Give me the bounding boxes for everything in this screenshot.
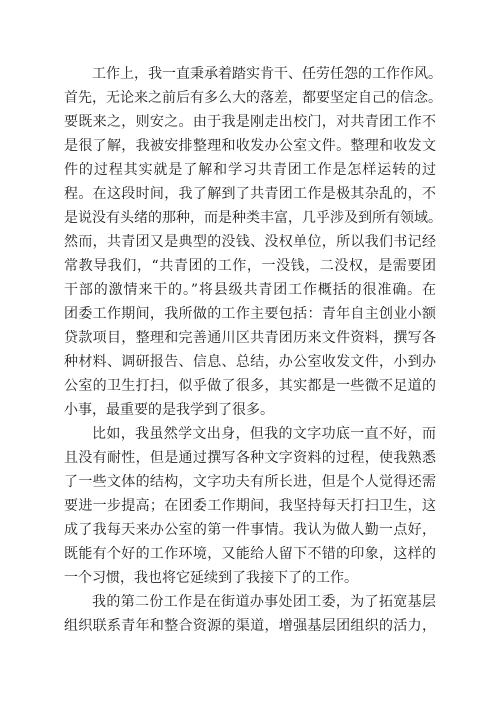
paragraph-1-line-13: 种材料、调研报告、信息、总结，办公室收发文件，小到办 (64, 354, 436, 370)
paragraph-1-line-5: 件的过程其实就是了解和学习共青团工作是怎样运转的过 (64, 162, 436, 178)
paragraph-1-line-10: 干部的激情来干的。”将县级共青团工作概括的很准确。在 (64, 282, 436, 298)
paragraph-1-line-9: 常教导我们，“共青团的工作，一没钱，二没权，是需要团 (64, 258, 436, 274)
paragraph-1-line-7: 是说没有头绪的那种，而是种类丰富，几乎涉及到所有领域。 (64, 210, 442, 226)
paragraph-1-line-12: 贷款项目，整理和完善通川区共青团历来文件资料，撰写各 (64, 330, 436, 346)
paragraph-1-line-8: 然而，共青团又是典型的没钱、没权单位，所以我们书记经 (64, 234, 436, 250)
paragraph-1-line-2: 首先，无论来之前后有多么大的落差，都要坚定自己的信念。 (64, 90, 442, 106)
document-body (64, 62, 442, 638)
paragraph-2-line-3: 了一些文体的结构，文字功夫有所长进，但是个人觉得还需 (64, 474, 436, 490)
paragraph-3-line-2: 组织联系青年和整合资源的渠道，增强基层团组织的活力， (64, 618, 436, 634)
paragraph-1-line-3: 要既来之，则安之。由于我是刚走出校门，对共青团工作不 (64, 114, 436, 130)
paragraph-1-line-15: 小事，最重要的是我学到了很多。 (64, 402, 274, 418)
paragraph-2-line-5: 成了我每天来办公室的第一件事情。我认为做人勤一点好， (64, 522, 436, 538)
paragraph-3-line-1: 我的第二份工作是在街道办事处团工委，为了拓宽基层 (92, 594, 436, 610)
paragraph-1-line-4: 是很了解，我被安排整理和收发办公室文件。整理和收发文 (64, 138, 436, 154)
paragraph-1-line-1: 工作上，我一直秉承着踏实肯干、任劳任怨的工作作风。 (92, 66, 442, 82)
paragraph-1-line-11: 团委工作期间，我所做的工作主要包括：青年自主创业小额 (64, 306, 436, 322)
paragraph-1-line-14: 公室的卫生打扫，似乎做了很多，其实都是一些微不足道的 (64, 378, 436, 394)
paragraph-2-line-1: 比如，我虽然学文出身，但我的文字功底一直不好，而 (92, 426, 436, 442)
paragraph-1-line-6: 程。在这段时间，我了解到了共青团工作是极其杂乱的，不 (64, 186, 436, 202)
paragraph-2-line-6: 既能有个好的工作环境，又能给人留下不错的印象，这样的 (64, 546, 436, 562)
paragraph-2-line-2: 且没有耐性，但是通过撰写各种文字资料的过程，使我熟悉 (64, 450, 436, 466)
paragraph-2-line-4: 要进一步提高；在团委工作期间，我坚持每天打扫卫生，这 (64, 498, 436, 514)
paragraph-2-line-7: 一个习惯，我也将它延续到了我接下了的工作。 (64, 570, 358, 586)
